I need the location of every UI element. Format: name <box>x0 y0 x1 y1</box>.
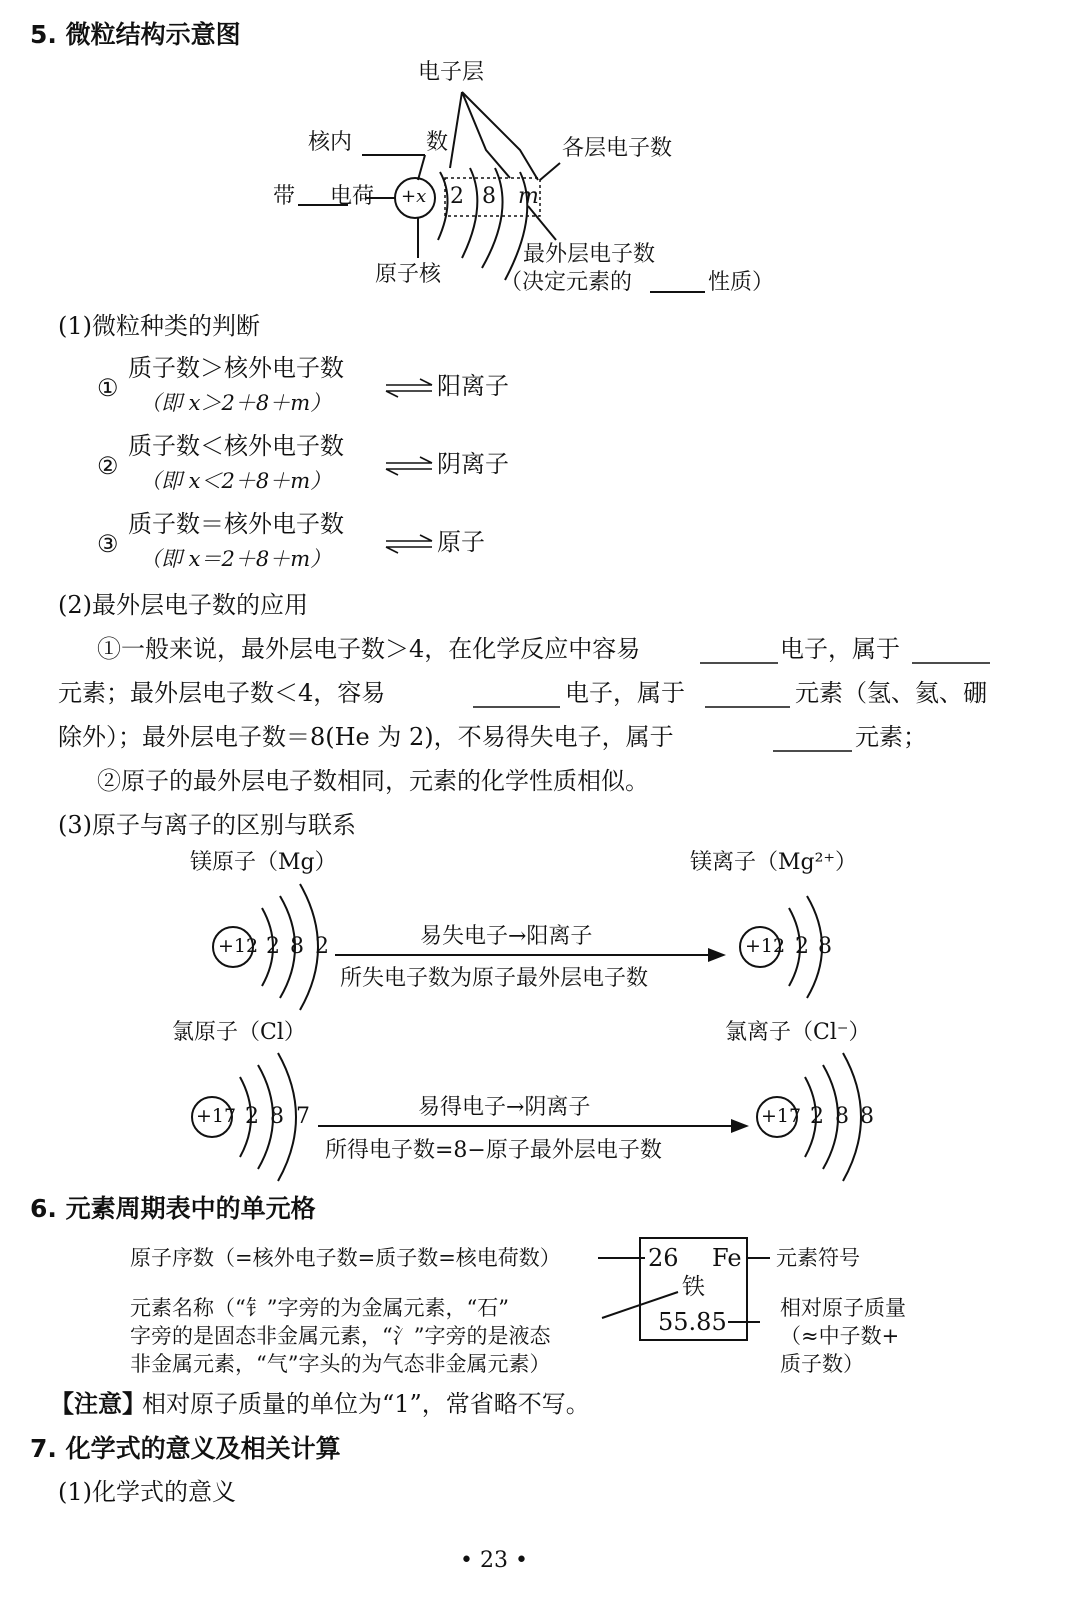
element-name-label-3: 非金属元素，“气”字头的为气态非金属元素） <box>130 1352 551 1376</box>
cl-ion-shell-2: 8 <box>835 1104 849 1129</box>
sub2-line2a: 元素；最外层电子数＜4，容易 <box>58 679 386 707</box>
item-3-cond: 质子数＝核外电子数 <box>128 510 344 538</box>
cell-atomic-mass: 55.85 <box>658 1308 727 1336</box>
note-text: 相对原子质量的单位为“1”，常省略不写。 <box>142 1390 590 1418</box>
sub2-title: (2)最外层电子数的应用 <box>58 591 308 619</box>
element-name-label-1: 元素名称（“钅”字旁的为金属元素，“石” <box>130 1296 509 1320</box>
sub2-line4: ②原子的最外层电子数相同，元素的化学性质相似。 <box>97 767 649 795</box>
nucleus-inner-label: 核内 <box>308 130 353 155</box>
cell-element-name: 铁 <box>682 1274 705 1300</box>
sub3-title: (3)原子与离子的区别与联系 <box>58 811 356 839</box>
mass-label-3: 质子数） <box>780 1352 864 1376</box>
item-3-formula: （即 x＝2＋8＋m） <box>140 547 332 571</box>
mg-atom-label: 镁原子（Mg） <box>190 850 337 875</box>
mg-arrow-top: 易失电子→阳离子 <box>420 924 593 949</box>
item-1-num: ① <box>97 374 119 402</box>
mg-arrow-bottom: 所失电子数为原子最外层电子数 <box>340 966 649 991</box>
cl-atom-label: 氯原子（Cl） <box>172 1020 306 1045</box>
shell-number-2: 8 <box>482 184 496 209</box>
cl-ion-shell-1: 2 <box>810 1104 824 1129</box>
cl-arrow-top: 易得电子→阴离子 <box>418 1095 591 1120</box>
symbol-label: 元素符号 <box>776 1246 860 1270</box>
atomic-number-label: 原子序数（=核外电子数=质子数=核电荷数） <box>130 1246 561 1270</box>
mg-atom-shell-2: 8 <box>290 934 304 959</box>
outer-electrons-label: 最外层电子数 <box>523 242 656 267</box>
cl-ion-shell-3: 8 <box>860 1104 874 1129</box>
count-label: 数 <box>426 130 449 155</box>
cl-atom-shell-2: 8 <box>270 1104 284 1129</box>
cl-atom-shell-3: 7 <box>296 1104 310 1129</box>
item-1-result: 阳离子 <box>437 372 509 400</box>
nucleus-label: 原子核 <box>375 262 442 287</box>
item-2-num: ② <box>97 452 119 480</box>
nucleus-symbol: +x <box>401 186 427 207</box>
sub2-line3b: 元素； <box>855 723 927 751</box>
cl-atom-shell-1: 2 <box>245 1104 259 1129</box>
cell-atomic-number: 26 <box>648 1244 679 1272</box>
cl-ion-label: 氯离子（Cl⁻） <box>725 1020 871 1045</box>
shell-number-m: m <box>518 184 539 209</box>
charge-suffix: 电荷 <box>330 184 375 209</box>
mg-atom-shell-1: 2 <box>266 934 280 959</box>
shell-counts-label: 各层电子数 <box>562 136 673 161</box>
section-6-title: 6. 元素周期表中的单元格 <box>30 1194 316 1223</box>
sub2-line1a: ①一般来说，最外层电子数＞4，在化学反应中容易 <box>97 635 641 663</box>
mg-ion-label: 镁离子（Mg²⁺） <box>690 850 858 875</box>
cl-arrow-bottom: 所得电子数=8−原子最外层电子数 <box>325 1138 662 1163</box>
shell-number-1: 2 <box>450 184 464 209</box>
item-1-formula: （即 x＞2＋8＋m） <box>140 391 332 415</box>
section-7-sub1: (1)化学式的意义 <box>58 1478 236 1506</box>
section-5-title: 5. 微粒结构示意图 <box>30 20 241 49</box>
decides-prefix: （决定元素的 <box>500 270 633 295</box>
mg-ion-shell-1: 2 <box>795 934 809 959</box>
sub1-title: (1)微粒种类的判断 <box>58 312 260 340</box>
mg-ion-nucleus-charge: +12 <box>745 935 786 957</box>
item-3-result: 原子 <box>437 528 485 556</box>
cl-ion-nucleus-charge: +17 <box>761 1105 802 1127</box>
decides-suffix: 性质） <box>708 270 775 295</box>
cl-atom-nucleus-charge: +17 <box>196 1105 237 1127</box>
page-number: • 23 • <box>460 1548 528 1573</box>
item-1-cond: 质子数＞核外电子数 <box>128 354 344 382</box>
note-tag: 【注意】 <box>50 1390 146 1418</box>
electron-shell-label: 电子层 <box>418 60 485 85</box>
sub2-line2c: 元素（氢、氦、硼 <box>795 679 987 707</box>
element-name-label-2: 字旁的是固态非金属元素，“氵”字旁的是液态 <box>130 1324 551 1348</box>
mg-ion-shell-2: 8 <box>818 934 832 959</box>
item-3-num: ③ <box>97 530 119 558</box>
sub2-line3a: 除外）；最外层电子数＝8(He 为 2)，不易得失电子，属于 <box>58 723 674 751</box>
section-7-title: 7. 化学式的意义及相关计算 <box>30 1434 341 1463</box>
cell-element-symbol: Fe <box>712 1244 742 1272</box>
mass-label-2: （≈中子数+ <box>780 1324 900 1348</box>
item-2-formula: （即 x＜2＋8＋m） <box>140 469 332 493</box>
charge-prefix: 带 <box>273 184 296 209</box>
mass-label-1: 相对原子质量 <box>780 1296 906 1320</box>
item-2-result: 阴离子 <box>437 450 509 478</box>
mg-atom-shell-3: 2 <box>315 934 329 959</box>
sub2-line2b: 电子，属于 <box>565 679 685 707</box>
item-2-cond: 质子数＜核外电子数 <box>128 432 344 460</box>
sub2-line1b: 电子，属于 <box>780 635 900 663</box>
mg-atom-nucleus-charge: +12 <box>218 935 259 957</box>
